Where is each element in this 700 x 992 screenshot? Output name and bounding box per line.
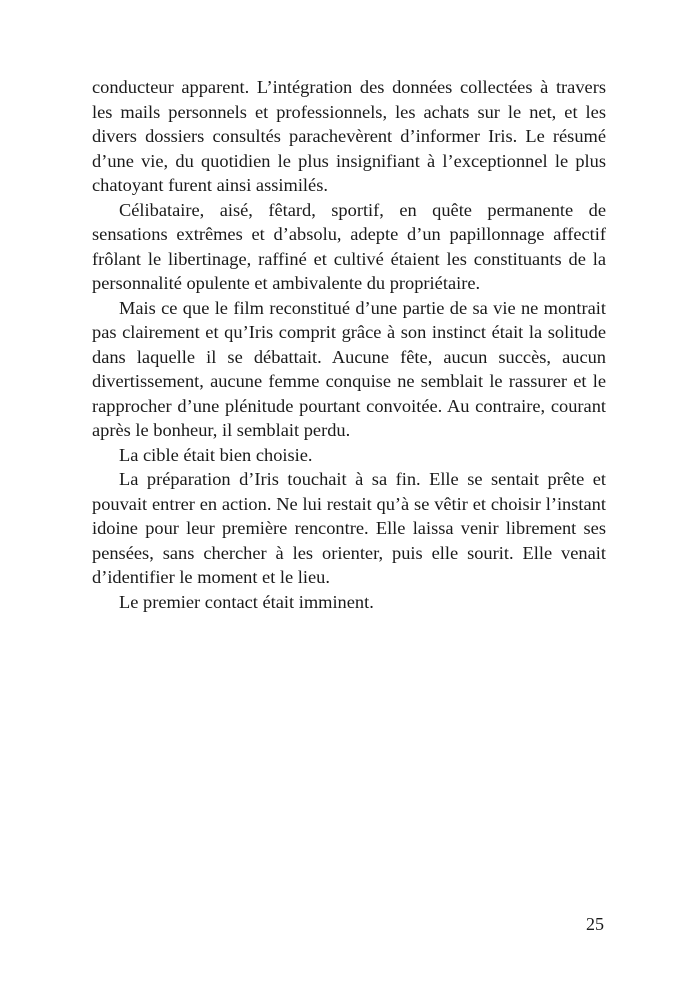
paragraph: Célibataire, aisé, fêtard, sportif, en quête permanente de sensations extrêmes et d’absolu, adepte d’un papillonnage affectif frôlant le libertinage, raffiné et cultivé étaient les constituants de la personnalité opulente et ambivalente du propriétaire. <box>92 199 606 293</box>
body-text <box>92 75 606 614</box>
page-number: 25 <box>586 914 604 934</box>
paragraph: La cible était bien choisie. <box>119 444 313 465</box>
paragraph: Le premier contact était imminent. <box>119 591 374 612</box>
paragraph: La préparation d’Iris touchait à sa fin. Elle se sentait prête et pouvait entrer en action. Ne lui restait qu’à se vêtir et choisir l’instant idoine pour leur première rencontre. Elle laissa venir librement ses pensées, sans chercher à les orienter, puis elle sourit. Elle venait d’identifier le moment et le lieu. <box>92 469 606 587</box>
paragraph-continuation: conducteur apparent. L’intégration des données collectées à travers les mails personnels et professionnels, les achats sur le net, et les divers dossiers consultés parachevèrent d’informer Iris. Le résumé d’une vie, du quotidien le plus insignifiant à l’exceptionnel le plus chatoyant furent ainsi assimilés. <box>92 77 606 195</box>
paragraph: Mais ce que le film reconstitué d’une partie de sa vie ne montrait pas clairement et qu’Iris comprit grâce à son instinct était la solitude dans laquelle il se débattait. Aucune fête, aucun succès, aucun divertissement, aucune femme conquise ne semblait le rassurer et le rapprocher d’une plénitude pourtant convoitée. Au contraire, courant après le bonheur, il semblait perdu. <box>92 297 606 440</box>
